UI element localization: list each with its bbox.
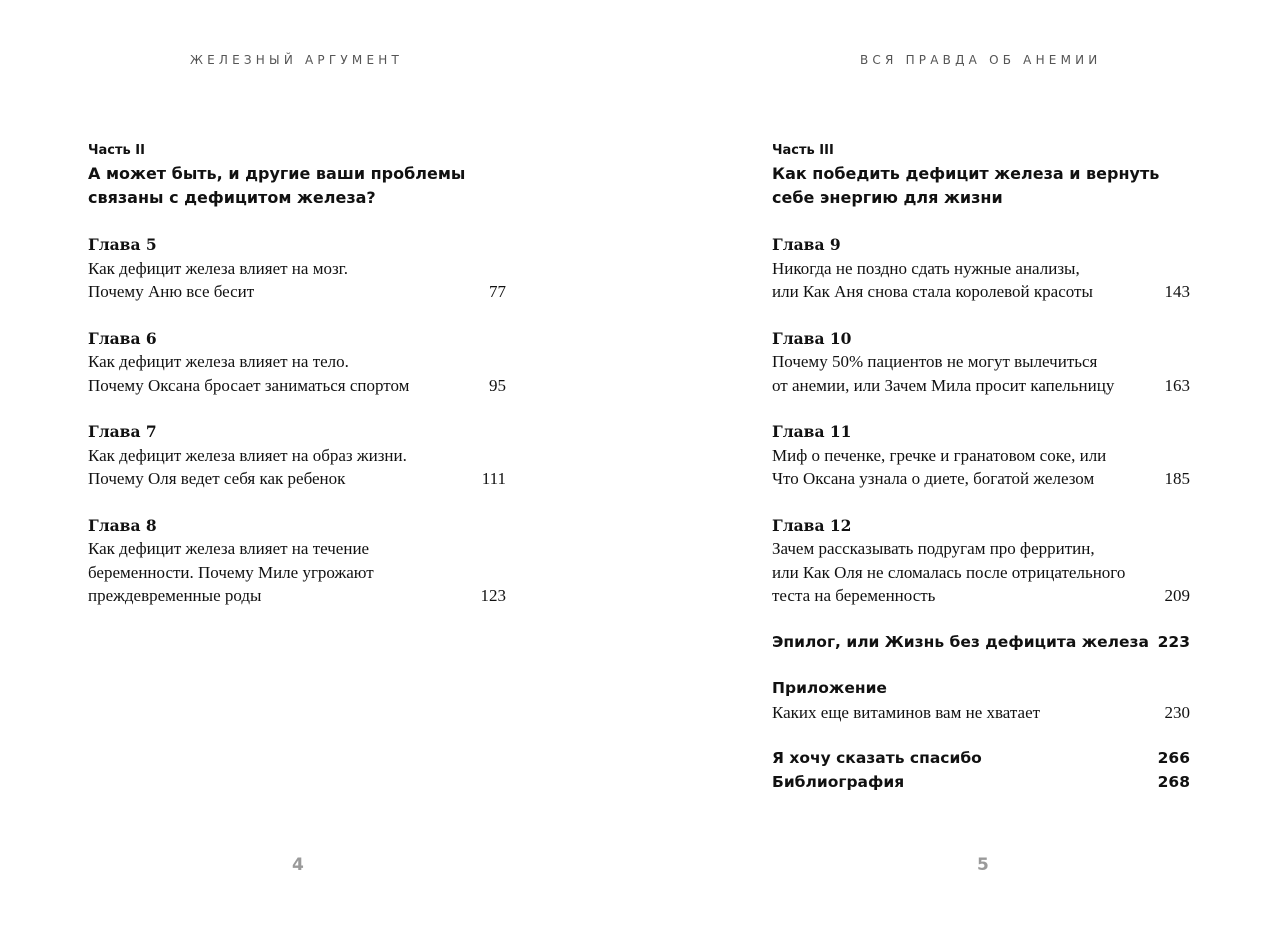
- toc-right: [772, 140, 1190, 794]
- part-title-line: себе энергию для жизни: [772, 188, 1003, 207]
- chapter-label: Глава 10: [772, 328, 852, 348]
- chapter-title-line: беременности. Почему Миле угрожают: [88, 562, 374, 582]
- chapter-title-line: Почему Оксана бросает заниматься спортом: [88, 375, 410, 395]
- part-title-line: А может быть, и другие ваши проблемы: [88, 164, 466, 183]
- part-title: [772, 162, 1190, 210]
- page-number: 268: [1157, 772, 1190, 791]
- chapter-title-line: Как дефицит железа влияет на образ жизни.: [88, 445, 407, 465]
- part-title-line: Как победить дефицит железа и вернуть: [772, 164, 1160, 183]
- chapter-label: Глава 6: [88, 328, 157, 348]
- bibliography-title: Библиография: [772, 772, 905, 791]
- chapter-title-line: Никогда не поздно сдать нужные анализы,: [772, 258, 1080, 278]
- running-head-right: ВСЯ ПРАВДА ОБ АНЕМИИ: [860, 53, 1102, 67]
- chapter-title-line: Как дефицит железа влияет на тело.: [88, 352, 349, 371]
- toc-entry-appendix[interactable]: [772, 677, 1190, 724]
- chapter-title-line: Как дефицит железа влияет на течение: [88, 539, 370, 558]
- page-number: 123: [480, 586, 506, 605]
- folio-left: 4: [292, 855, 304, 875]
- chapter-title-line: Почему 50% пациентов не могут вылечиться: [772, 352, 1098, 371]
- toc-entry-chapter-9[interactable]: [772, 233, 1190, 304]
- page-number: 223: [1157, 632, 1190, 651]
- part-title: [88, 162, 506, 210]
- chapter-title-line: теста на беременность: [772, 586, 936, 605]
- chapter-title-line: Зачем рассказывать подругам про ферритин,: [772, 539, 1095, 558]
- page-number: 111: [481, 469, 506, 488]
- chapter-title-line: от анемии, или Зачем Мила просит капельницу: [772, 375, 1115, 395]
- toc-entry-chapter-11[interactable]: [772, 420, 1190, 491]
- chapter-title-line: Что Оксана узнала о диете, богатой железом: [772, 469, 1095, 488]
- toc-entry-chapter-6[interactable]: [88, 327, 506, 398]
- page-number: 185: [1164, 469, 1190, 488]
- page-number: 77: [489, 282, 506, 301]
- toc-entry-thanks[interactable]: [772, 747, 1190, 771]
- page-number: 163: [1164, 375, 1190, 395]
- thanks-title: Я хочу сказать спасибо: [772, 749, 982, 767]
- toc-left: [88, 140, 506, 631]
- chapter-label: Глава 5: [88, 235, 157, 254]
- part-label: Часть II: [88, 143, 145, 158]
- page-number: 143: [1164, 282, 1190, 301]
- chapter-title-line: или Как Оля не сломалась после отрицательного: [772, 562, 1126, 582]
- page-number: 209: [1164, 586, 1190, 605]
- chapter-label: Глава 9: [772, 235, 841, 254]
- right-page: [640, 0, 1280, 927]
- appendix-label: Приложение: [772, 679, 887, 697]
- toc-entry-chapter-7[interactable]: [88, 420, 506, 491]
- page-number: 95: [489, 375, 506, 395]
- chapter-title-line: Миф о печенке, гречке и гранатовом соке, или: [772, 445, 1107, 465]
- running-head-left: ЖЕЛЕЗНЫЙ АРГУМЕНТ: [190, 53, 403, 67]
- chapter-label: Глава 8: [88, 515, 157, 535]
- toc-entry-chapter-8[interactable]: [88, 514, 506, 608]
- epilogue-title: Эпилог, или Жизнь без дефицита железа: [772, 632, 1150, 651]
- toc-entry-epilogue[interactable]: [772, 631, 1190, 655]
- chapter-title-line: Почему Оля ведет себя как ребенок: [88, 469, 346, 488]
- part-label: Часть III: [772, 143, 834, 158]
- toc-entry-chapter-5[interactable]: [88, 233, 506, 304]
- chapter-label: Глава 7: [88, 422, 157, 441]
- page-number: 230: [1164, 702, 1190, 722]
- appendix-title-line: Каких еще витаминов вам не хватает: [772, 702, 1041, 722]
- toc-entry-bibliography[interactable]: [772, 771, 1190, 795]
- part-title-line: связаны с дефицитом железа?: [88, 188, 376, 207]
- chapter-label: Глава 11: [772, 422, 852, 441]
- page-number: 266: [1157, 749, 1190, 767]
- chapter-title-line: Почему Аню все бесит: [88, 282, 255, 301]
- toc-entry-chapter-12[interactable]: [772, 514, 1190, 608]
- chapter-label: Глава 12: [772, 515, 852, 535]
- folio-right: 5: [977, 855, 989, 875]
- chapter-title-line: Как дефицит железа влияет на мозг.: [88, 258, 348, 278]
- toc-entry-chapter-10[interactable]: [772, 327, 1190, 398]
- chapter-title-line: преждевременные роды: [88, 586, 262, 605]
- chapter-title-line: или Как Аня снова стала королевой красоты: [772, 282, 1093, 301]
